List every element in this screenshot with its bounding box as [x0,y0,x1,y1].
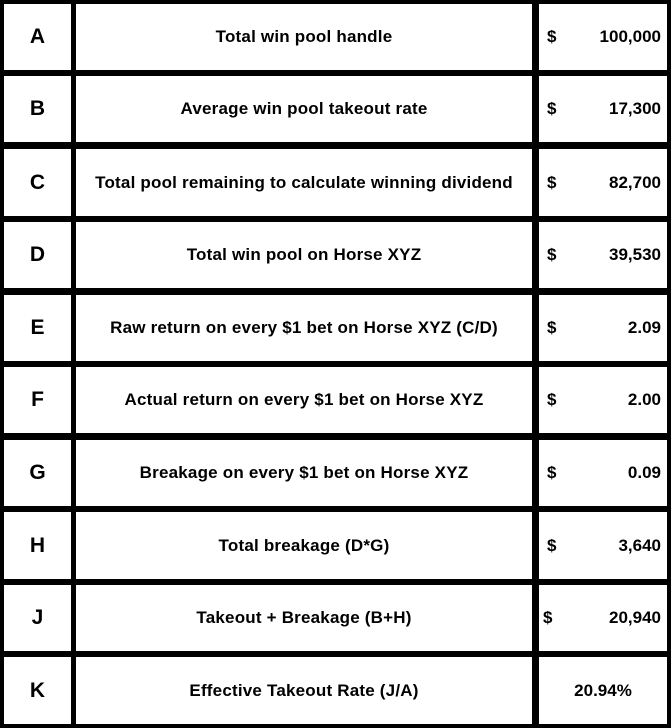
row-description: Average win pool takeout rate [76,76,532,142]
row-amount [539,657,667,724]
effective-rate-value: 20.94% [574,680,632,700]
row-amount [539,76,667,142]
row-letter: C [4,149,71,216]
row-letter: K [4,657,71,724]
row-letter: D [4,222,71,288]
amount-value: 39,530 [609,245,661,264]
amount-value: 0.09 [627,463,661,482]
amount-value: 2.09 [627,318,661,337]
row-description: Total pool remaining to calculate winning dividend [76,149,532,216]
currency-symbol: $ [547,463,557,482]
currency-symbol: $ [547,535,557,555]
amount-value: 3,640 [618,535,661,555]
row-letter: F [4,367,71,433]
row-amount [539,367,667,433]
amount-value: 82,700 [609,172,661,192]
row-letter: G [4,440,71,506]
row-letter: E [4,295,71,361]
row-letter: H [4,512,71,579]
currency-symbol: $ [547,172,557,192]
row-description: Raw return on every $1 bet on Horse XYZ (C/D) [76,295,532,361]
currency-symbol: $ [547,27,557,46]
row-description: Actual return on every $1 bet on Horse XYZ [76,367,532,433]
amount-value: 100,000 [599,27,661,46]
currency-symbol: $ [547,245,557,264]
amount-value: 2.00 [627,390,661,409]
row-amount [539,585,667,651]
row-amount [539,440,667,506]
row-amount [539,295,667,361]
row-amount [539,4,667,70]
row-description: Takeout + Breakage (B+H) [76,585,532,651]
amount-value: 17,300 [609,99,661,118]
amount-value: 20,940 [609,608,661,627]
currency-symbol: $ [547,390,557,409]
currency-symbol: $ [543,608,553,627]
row-letter: A [4,4,71,70]
row-amount [539,222,667,288]
row-description: Total win pool handle [76,4,532,70]
row-description: Effective Takeout Rate (J/A) [76,657,532,724]
row-description: Breakage on every $1 bet on Horse XYZ [76,440,532,506]
row-letter: J [4,585,71,651]
currency-symbol: $ [547,99,557,118]
row-letter: B [4,76,71,142]
currency-symbol: $ [547,318,557,337]
row-amount [539,512,667,579]
row-description: Total breakage (D*G) [76,512,532,579]
row-description: Total win pool on Horse XYZ [76,222,532,288]
row-amount [539,149,667,216]
